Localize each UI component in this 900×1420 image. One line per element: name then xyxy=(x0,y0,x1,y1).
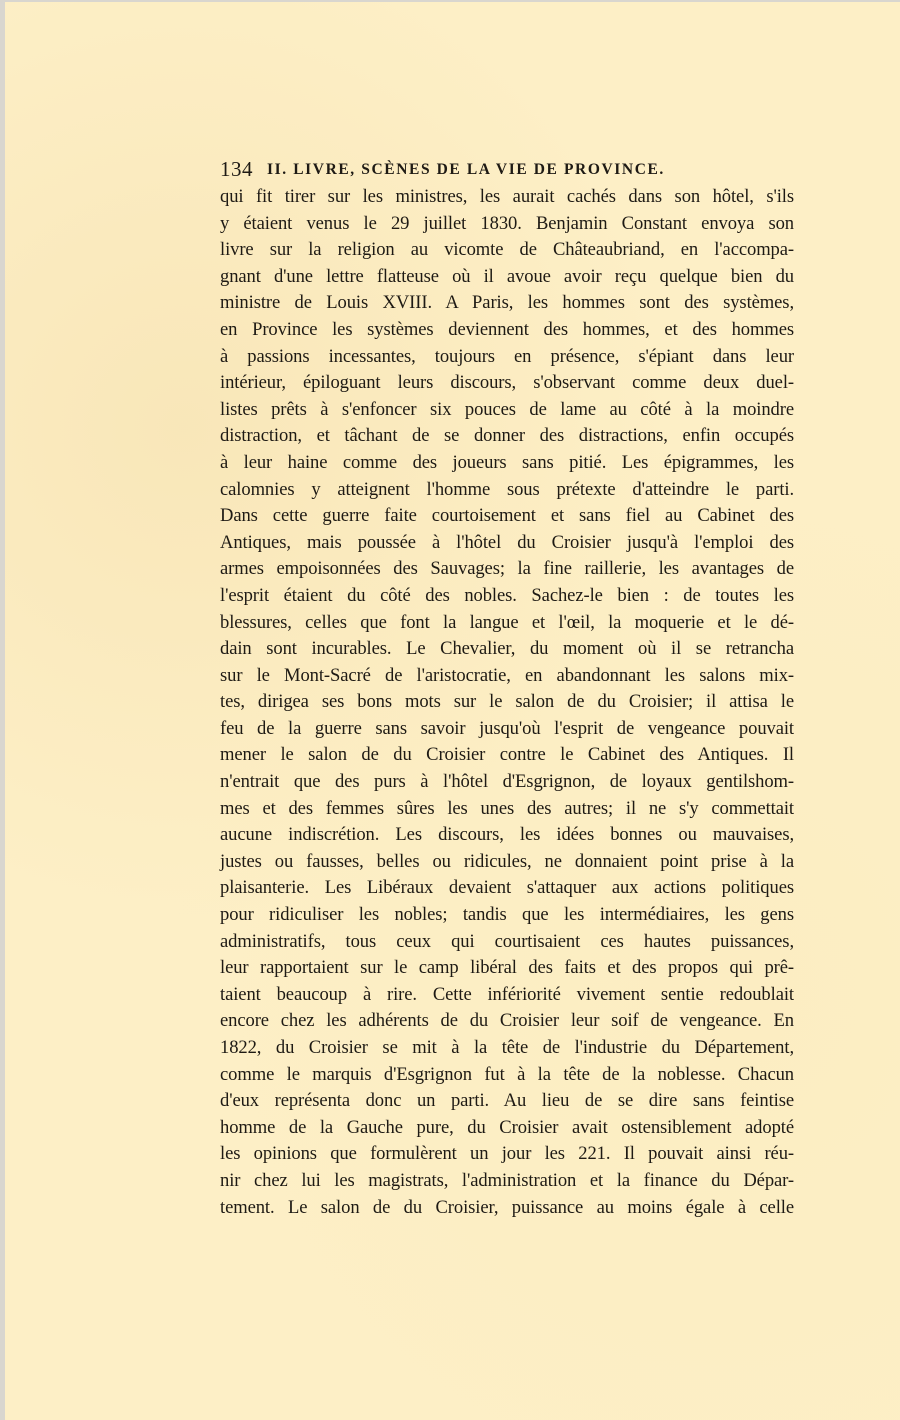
text-line: armes empoisonnées des Sauvages; la fine raillerie, les avantages de xyxy=(220,558,794,580)
text-line: comme le marquis d'Esgrignon fut à la tête de la noblesse. Chacun xyxy=(220,1063,794,1085)
text-line: distraction, et tâchant de se donner des distractions, enfin occupés xyxy=(220,425,794,447)
text-line: homme de la Gauche pure, du Croisier avait ostensiblement adopté xyxy=(220,1116,794,1138)
text-line: à passions incessantes, toujours en présence, s'épiant dans leur xyxy=(220,345,794,367)
text-line: calomnies y atteignent l'homme sous prétexte d'atteindre le parti. xyxy=(220,478,794,500)
text-line: pour ridiculiser les nobles; tandis que les intermédiaires, les gens xyxy=(220,904,794,926)
text-line: leur rapportaient sur le camp libéral des faits et des propos qui prê- xyxy=(220,957,794,979)
text-line: dain sont incurables. Le Chevalier, du moment où il se retrancha xyxy=(220,638,794,660)
body-text xyxy=(220,184,794,1221)
running-head-title: II. LIVRE, SCÈNES DE LA VIE DE PROVINCE. xyxy=(267,161,665,178)
text-line: d'eux représenta donc un parti. Au lieu de se dire sans feintise xyxy=(220,1090,794,1112)
text-line: plaisanterie. Les Libéraux devaient s'attaquer aux actions politiques xyxy=(220,877,794,899)
text-line: blessures, celles que font la langue et l'œil, la moquerie et le dé- xyxy=(220,611,794,633)
text-line: administratifs, tous ceux qui courtisaient ces hautes puissances, xyxy=(220,930,794,952)
text-line: l'esprit étaient du côté des nobles. Sachez-le bien : de toutes les xyxy=(220,584,794,606)
text-line: Dans cette guerre faite courtoisement et sans fiel au Cabinet des xyxy=(220,505,794,527)
text-line: y étaient venus le 29 juillet 1830. Benjamin Constant envoya son xyxy=(220,212,794,234)
text-line: mes et des femmes sûres les unes des autres; il ne s'y commettait xyxy=(220,797,794,819)
page-number: 134 xyxy=(220,157,253,181)
text-line: mener le salon de du Croisier contre le Cabinet des Antiques. Il xyxy=(220,744,794,766)
text-line: taient beaucoup à rire. Cette infériorité vivement sentie redoublait xyxy=(220,983,794,1005)
text-line: les opinions que formulèrent un jour les 221. Il pouvait ainsi réu- xyxy=(220,1143,794,1165)
text-line: justes ou fausses, belles ou ridicules, ne donnaient point prise à la xyxy=(220,850,794,872)
text-line: livre sur la religion au vicomte de Châteaubriand, en l'accompa- xyxy=(220,239,794,261)
text-line: tement. Le salon de du Croisier, puissance au moins égale à celle xyxy=(220,1196,794,1218)
text-block xyxy=(220,154,794,1221)
text-line: encore chez les adhérents de du Croisier leur soif de vengeance. En xyxy=(220,1010,794,1032)
text-line: à leur haine comme des joueurs sans pitié. Les épigrammes, les xyxy=(220,451,794,473)
running-head xyxy=(220,154,794,184)
text-line: intérieur, épiloguant leurs discours, s'observant comme deux duel- xyxy=(220,372,794,394)
text-line: en Province les systèmes deviennent des hommes, et des hommes xyxy=(220,318,794,340)
text-line: nir chez lui les magistrats, l'administration et la finance du Dépar- xyxy=(220,1169,794,1191)
text-line: listes prêts à s'enfoncer six pouces de lame au côté à la moindre xyxy=(220,398,794,420)
book-page xyxy=(5,2,900,1420)
text-line: qui fit tirer sur les ministres, les aurait cachés dans son hôtel, s'ils xyxy=(220,186,794,207)
text-line: Antiques, mais poussée à l'hôtel du Croisier jusqu'à l'emploi des xyxy=(220,531,794,553)
text-line: gnant d'une lettre flatteuse où il avoue avoir reçu quelque bien du xyxy=(220,265,794,287)
text-line: ministre de Louis XVIII. A Paris, les hommes sont des systèmes, xyxy=(220,292,794,314)
text-line: aucune indiscrétion. Les discours, les idées bonnes ou mauvaises, xyxy=(220,824,794,846)
text-line: sur le Mont-Sacré de l'aristocratie, en abandonnant les salons mix- xyxy=(220,664,794,686)
text-line: feu de la guerre sans savoir jusqu'où l'esprit de vengeance pouvait xyxy=(220,717,794,739)
text-line: 1822, du Croisier se mit à la tête de l'industrie du Département, xyxy=(220,1037,794,1058)
text-line: tes, dirigea ses bons mots sur le salon de du Croisier; il attisa le xyxy=(220,691,794,713)
text-line: n'entrait que des purs à l'hôtel d'Esgrignon, de loyaux gentilshom- xyxy=(220,771,794,793)
